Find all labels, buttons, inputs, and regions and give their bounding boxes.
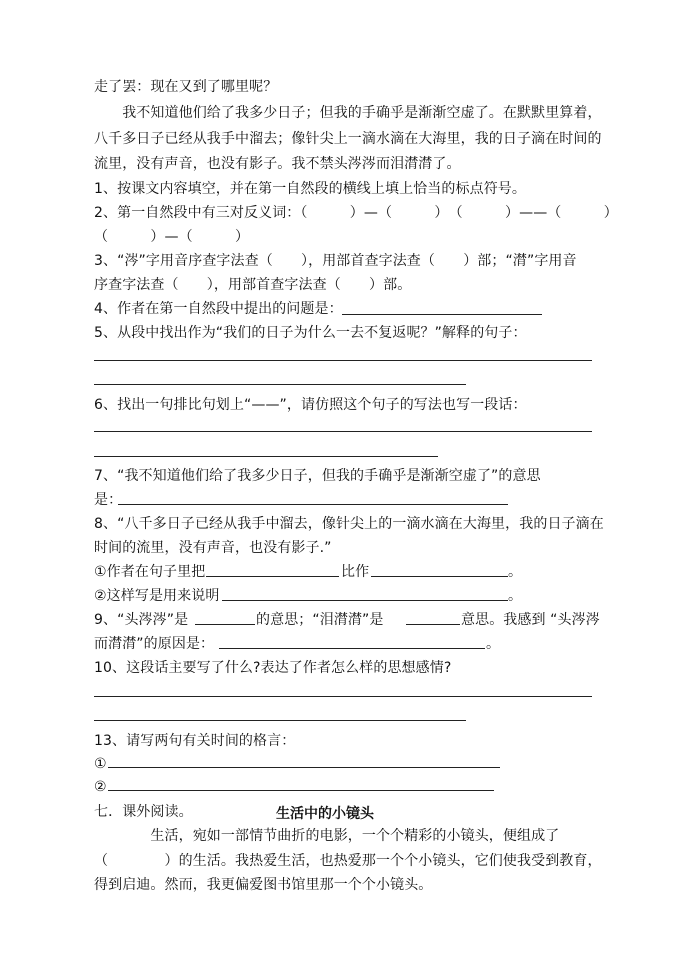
question-2-cont: （ ）—（ ） <box>94 229 250 245</box>
period: 。 <box>508 564 523 580</box>
question-13: 13、请写两句有关时间的格言： <box>94 733 296 749</box>
passage-line: 我不知道他们给了我多少日子；但我的手确乎是渐渐空虚了。在默默里算着， <box>94 105 602 121</box>
question-10: 10、这段话主要写了什么?表达了作者怎么样的思想感情? <box>94 660 452 676</box>
passage-line: 八千多日子已经从我手中溜去；像针尖上一滴水滴在大海里，我的日子滴在时间的 <box>94 131 602 147</box>
question-3: 3、“涔”字用音序查字法查（ ），用部首查字法查（ ）部；“潸”字用音 <box>94 253 577 269</box>
question-8-part1: ①作者在句子里把 <box>94 564 206 580</box>
passage-line: 走了罢：现在又到了哪里呢？ <box>94 79 278 95</box>
reading-line: （ ）的生活。我热爱生活，也热爱那一个个小镜头，它们使我受到教育， <box>94 853 602 869</box>
answer-line[interactable] <box>108 767 500 768</box>
reading-line: 生活，宛如一部情节曲折的电影，一个个精彩的小镜头，便组成了 <box>94 828 560 844</box>
question-9: 9、“头涔涔”是 <box>94 612 189 628</box>
question-8-part2: ②这样写是用来说明 <box>94 588 220 604</box>
question-2: 2、第一自然段中有三对反义词：（ ）—（ ） （ ）——（ ） <box>94 205 618 221</box>
question-8: 8、“八千多日子已经从我手中溜去，像针尖上的一滴水滴在大海里，我的日子滴在 <box>94 516 604 532</box>
question-8-cont: 时间的流里，没有声音，也没有影子.” <box>94 540 332 556</box>
question-8-part1-mid: 比作 <box>341 564 370 580</box>
question-6: 6、找出一句排比句划上“——”，请仿照这个句子的写法也写一段话： <box>94 397 527 413</box>
question-5: 5、从段中找出作为“我们的日子为什么一去不复返呢？”解释的句子： <box>94 325 527 341</box>
answer-line[interactable] <box>94 720 466 721</box>
question-9-mid: 的意思；“泪潸潸”是 <box>256 612 384 628</box>
question-7: 7、“我不知道他们给了我多少日子，但我的手确乎是渐渐空虚了”的意思 <box>94 468 541 484</box>
answer-line[interactable] <box>222 600 508 601</box>
period: 。 <box>508 588 523 604</box>
reading-title: 生活中的小镜头 <box>276 806 374 822</box>
answer-line[interactable] <box>406 624 460 625</box>
motto-marker-2: ② <box>94 779 107 795</box>
answer-line[interactable] <box>94 456 438 457</box>
section-heading: 七．课外阅读。 <box>94 804 193 820</box>
question-9-cont: 而潸潸”的原因是： <box>94 636 215 652</box>
answer-line[interactable] <box>195 624 255 625</box>
answer-line[interactable] <box>94 360 592 361</box>
answer-line[interactable] <box>219 648 485 649</box>
reading-line: 得到启迪。然而，我更偏爱图书馆里那一个个小镜头。 <box>94 877 433 893</box>
question-7-cont: 是： <box>94 492 123 508</box>
answer-line[interactable] <box>94 696 592 697</box>
motto-marker-1: ① <box>94 756 107 772</box>
answer-line[interactable] <box>108 790 494 791</box>
answer-line[interactable] <box>94 431 592 432</box>
period: 。 <box>486 636 501 652</box>
answer-line[interactable] <box>118 504 508 505</box>
answer-line[interactable] <box>206 576 339 577</box>
answer-line[interactable] <box>342 314 542 315</box>
question-9-end: 意思。我感到 “头涔涔 <box>461 612 600 628</box>
answer-line[interactable] <box>371 576 508 577</box>
passage-line: 流里，没有声音，也没有影子。我不禁头涔涔而泪潸潸了。 <box>94 156 461 172</box>
answer-line[interactable] <box>94 384 466 385</box>
question-3-cont: 序查字法查（ ），用部首查字法查（ ）部。 <box>94 277 412 293</box>
question-1: 1、按课文内容填空，并在第一自然段的横线上填上恰当的标点符号。 <box>94 181 527 197</box>
question-4: 4、作者在第一自然段中提出的问题是： <box>94 301 343 317</box>
